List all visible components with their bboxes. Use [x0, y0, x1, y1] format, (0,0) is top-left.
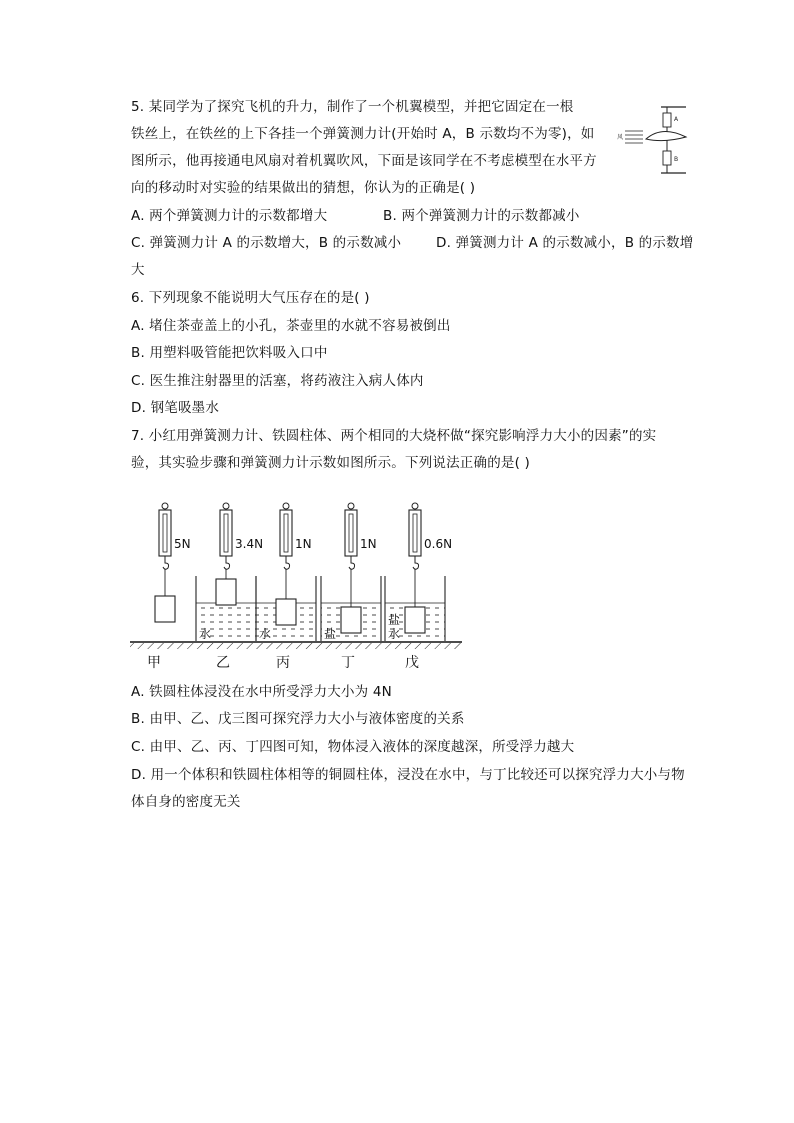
q7-option-a: A. 铁圆柱体浸没在水中所受浮力大小为 4N [131, 684, 392, 700]
hook [349, 556, 355, 569]
liquid-label-salt: 盐 [388, 613, 401, 627]
scale-reading: 1N [295, 537, 312, 551]
iron-cylinder [155, 596, 175, 622]
buoyancy-experiment-figure [128, 500, 468, 675]
iron-cylinder [276, 599, 296, 625]
q7-option-d: D. 用一个体积和铁圆柱体相等的铜圆柱体，浸没在水中，与丁比较还可以探究浮力大小与物 [131, 767, 685, 783]
hook [284, 556, 290, 569]
q5-option-d: D. 弹簧测力计 A 的示数减小，B 的示数增 [436, 235, 694, 251]
scale-ring [283, 503, 289, 509]
scale-reading: 0.6N [424, 537, 453, 551]
q5-option-d-continued: 大 [131, 262, 145, 278]
iron-cylinder [405, 607, 425, 633]
q5-option-a: A. 两个弹簧测力计的示数都增大 [131, 208, 328, 224]
wind-arrows [625, 131, 643, 143]
hook [224, 556, 230, 569]
scale-ring [223, 503, 229, 509]
q6-option-d: D. 钢笔吸墨水 [131, 400, 220, 416]
liquid-label: 盐 [324, 627, 337, 641]
wing-model-figure [616, 105, 694, 175]
iron-cylinder [341, 607, 361, 633]
scale-ring [348, 503, 354, 509]
scale-reading: 1N [360, 537, 377, 551]
hook [163, 556, 169, 569]
q7-option-c: C. 由甲、乙、丙、丁四图可知，物体浸入液体的深度越深，所受浮力越大 [131, 739, 575, 755]
q5-stem-line-4: 向的移动时对实验的结果做出的猜想，你认为的正确是( ) [131, 180, 476, 196]
iron-cylinder [216, 579, 236, 605]
q7-option-b: B. 由甲、乙、戊三图可探究浮力大小与液体密度的关系 [131, 711, 465, 727]
scale-ring [162, 503, 168, 509]
wind-label: 风 [617, 134, 624, 141]
spring-scale [409, 510, 421, 556]
liquid-label: 水 [259, 627, 272, 641]
q5-stem-line-1: 5. 某同学为了探究飞机的升力，制作了一个机翼模型，并把它固定在一根 [131, 99, 574, 115]
setup-caption: 甲 [147, 655, 161, 671]
q5-option-c: C. 弹簧测力计 A 的示数增大，B 的示数减小 [131, 235, 402, 251]
q6-option-c: C. 医生推注射器里的活塞，将药液注入病人体内 [131, 373, 424, 389]
liquid-label: 水 [199, 627, 212, 641]
spring-scale [345, 510, 357, 556]
setup-caption: 丙 [276, 655, 290, 671]
q6-stem: 6. 下列现象不能说明大气压存在的是( ) [131, 290, 370, 306]
spring-scale [280, 510, 292, 556]
spring-scale [159, 510, 171, 556]
setup-caption: 乙 [216, 655, 230, 671]
setup-caption: 戊 [405, 655, 419, 671]
q5-stem-line-3: 图所示，他再接通电风扇对着机翼吹风，下面是该同学在不考虑模型在水平方 [131, 153, 597, 169]
spring-a-label: A [674, 116, 679, 123]
q7-stem-line-1: 7. 小红用弹簧测力计、铁圆柱体、两个相同的大烧杯做“探究影响浮力大小的因素”的实 [131, 428, 657, 444]
liquid-label: 水 [388, 627, 401, 641]
scale-reading: 3.4N [235, 537, 264, 551]
q7-option-d-continued: 体自身的密度无关 [131, 794, 241, 810]
q6-option-a: A. 堵住茶壶盖上的小孔，茶壶里的水就不容易被倒出 [131, 318, 451, 334]
q5-stem-line-2: 铁丝上，在铁丝的上下各挂一个弹簧测力计(开始时 A，B 示数均不为零)，如 [131, 126, 595, 142]
hook [413, 556, 419, 569]
spring-scale [220, 510, 232, 556]
scale-reading: 5N [174, 537, 191, 551]
setup-caption: 丁 [341, 655, 355, 671]
q6-option-b: B. 用塑料吸管能把饮料吸入口中 [131, 345, 328, 361]
q7-stem-line-2: 验，其实验步骤和弹簧测力计示数如图所示。下列说法正确的是( ) [131, 455, 531, 471]
spring-b-label: B [674, 156, 679, 163]
scale-ring [412, 503, 418, 509]
q5-option-b: B. 两个弹簧测力计的示数都减小 [383, 208, 580, 224]
